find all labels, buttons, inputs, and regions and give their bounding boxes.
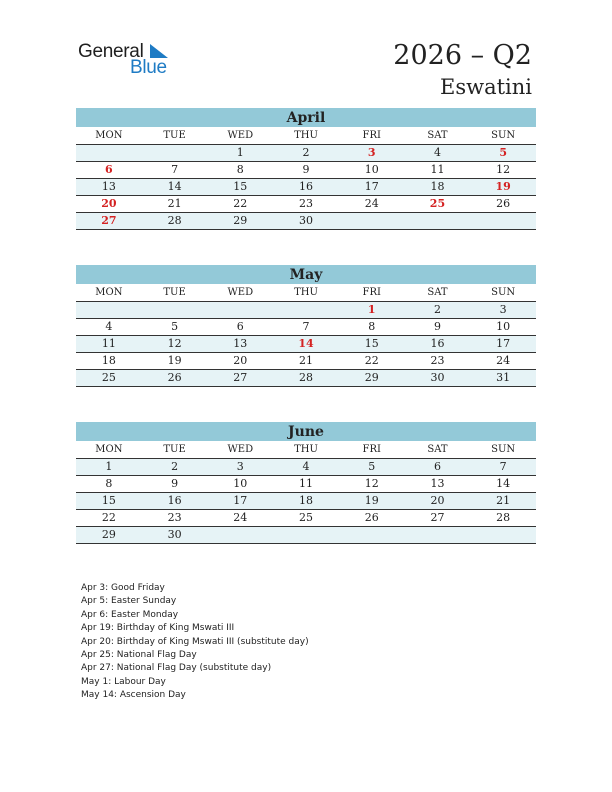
day-cell: 11 <box>430 163 445 176</box>
day-cell <box>142 145 208 161</box>
day-cell: 24 <box>364 197 379 210</box>
day-cell: 7 <box>171 163 179 176</box>
holiday-day-cell: 27 <box>101 214 117 227</box>
weekday-label: TUE <box>163 444 186 455</box>
day-cell: 7 <box>302 320 310 333</box>
day-cell: 23 <box>299 197 314 210</box>
day-cell: 20 <box>233 354 248 367</box>
day-cell: 2 <box>171 460 179 473</box>
day-cell: 12 <box>364 477 379 490</box>
week-row <box>76 459 536 476</box>
day-cell: 4 <box>105 320 113 333</box>
day-cell <box>339 527 405 543</box>
month-title: June <box>76 422 536 441</box>
day-cell: 18 <box>101 354 116 367</box>
weekday-label: SUN <box>491 130 516 141</box>
day-cell: 20 <box>430 494 445 507</box>
week-row <box>76 302 536 319</box>
day-cell: 12 <box>167 337 182 350</box>
holiday-day-cell: 19 <box>495 180 511 193</box>
day-cell: 8 <box>236 163 244 176</box>
day-cell: 14 <box>167 180 182 193</box>
holiday-day-cell: 25 <box>429 197 446 210</box>
weekday-label: SAT <box>427 287 448 298</box>
day-cell <box>273 302 339 318</box>
holiday-day-cell: 3 <box>367 146 376 159</box>
day-cell: 9 <box>171 477 179 490</box>
holiday-entry: Apr 6: Easter Monday <box>81 609 179 620</box>
day-cell <box>405 213 471 229</box>
day-cell: 9 <box>302 163 310 176</box>
day-cell: 3 <box>499 303 507 316</box>
day-cell: 16 <box>167 494 182 507</box>
week-row <box>76 319 536 336</box>
week-row <box>76 145 536 162</box>
week-row <box>76 493 536 510</box>
weekday-header-row <box>76 441 536 459</box>
day-cell: 12 <box>496 163 511 176</box>
day-cell: 13 <box>101 180 116 193</box>
day-cell: 15 <box>364 337 379 350</box>
weekday-label: WED <box>227 130 254 141</box>
weekday-label: TUE <box>163 130 186 141</box>
day-cell: 28 <box>299 371 314 384</box>
day-cell: 16 <box>430 337 445 350</box>
day-cell: 15 <box>101 494 116 507</box>
week-row <box>76 527 536 544</box>
day-cell: 23 <box>167 511 182 524</box>
day-cell: 1 <box>236 146 244 159</box>
weekday-label: THU <box>294 444 318 455</box>
holiday-list <box>81 582 309 703</box>
day-cell: 24 <box>496 354 511 367</box>
day-cell: 29 <box>233 214 248 227</box>
weekday-label: THU <box>294 287 318 298</box>
day-cell: 26 <box>364 511 379 524</box>
day-cell: 22 <box>233 197 248 210</box>
holiday-day-cell: 14 <box>298 337 314 350</box>
day-cell: 27 <box>233 371 248 384</box>
holiday-day-cell: 20 <box>101 197 117 210</box>
generalblue-logo <box>78 40 178 80</box>
weekday-header-row <box>76 284 536 302</box>
day-cell: 24 <box>233 511 248 524</box>
weekday-label: SUN <box>491 287 516 298</box>
day-cell: 30 <box>167 528 182 541</box>
day-cell: 4 <box>433 146 441 159</box>
holiday-day-cell: 5 <box>499 146 507 159</box>
day-cell: 7 <box>499 460 507 473</box>
week-row <box>76 336 536 353</box>
day-cell: 29 <box>101 528 116 541</box>
weekday-label: WED <box>227 287 254 298</box>
weekday-header-row <box>76 127 536 145</box>
weekday-label: MON <box>95 130 123 141</box>
weekday-label: FRI <box>362 130 381 141</box>
day-cell <box>470 527 536 543</box>
day-cell: 23 <box>430 354 445 367</box>
weekday-label: TUE <box>163 287 186 298</box>
day-cell <box>339 213 405 229</box>
day-cell: 14 <box>496 477 511 490</box>
day-cell: 17 <box>233 494 248 507</box>
day-cell: 15 <box>233 180 248 193</box>
week-row <box>76 510 536 527</box>
holiday-entry: May 1: Labour Day <box>81 676 166 687</box>
day-cell: 18 <box>299 494 314 507</box>
day-cell <box>273 527 339 543</box>
logo-word-general: General <box>78 41 144 62</box>
weekday-label: MON <box>95 287 123 298</box>
weekday-label: FRI <box>362 287 381 298</box>
day-cell: 16 <box>299 180 314 193</box>
week-row <box>76 196 536 213</box>
holiday-entry: Apr 27: National Flag Day (substitute day) <box>81 663 272 674</box>
page-title: 2026 – Q2 <box>393 40 532 71</box>
day-cell <box>405 527 471 543</box>
day-cell: 25 <box>299 511 314 524</box>
weekday-label: FRI <box>362 444 381 455</box>
day-cell: 11 <box>101 337 116 350</box>
day-cell: 4 <box>302 460 310 473</box>
weekday-label: SAT <box>427 130 448 141</box>
day-cell: 17 <box>496 337 511 350</box>
logo-word-blue: Blue <box>130 57 167 78</box>
day-cell: 11 <box>299 477 314 490</box>
month-title: April <box>76 108 536 127</box>
month-title: May <box>76 265 536 284</box>
holiday-day-cell: 6 <box>105 163 113 176</box>
day-cell: 30 <box>299 214 314 227</box>
holiday-entry: May 14: Ascension Day <box>81 690 186 701</box>
day-cell <box>76 145 142 161</box>
month-calendar-april <box>76 108 536 230</box>
day-cell: 13 <box>430 477 445 490</box>
day-cell: 28 <box>496 511 511 524</box>
day-cell: 10 <box>364 163 379 176</box>
day-cell: 26 <box>496 197 511 210</box>
day-cell: 1 <box>105 460 113 473</box>
day-cell: 8 <box>368 320 376 333</box>
holiday-entry: Apr 3: Good Friday <box>81 583 165 593</box>
day-cell <box>76 302 142 318</box>
day-cell: 18 <box>430 180 445 193</box>
day-cell: 3 <box>236 460 244 473</box>
holiday-entry: Apr 20: Birthday of King Mswati III (substitute day) <box>81 636 309 647</box>
day-cell: 5 <box>171 320 179 333</box>
day-cell: 21 <box>496 494 511 507</box>
day-cell: 29 <box>364 371 379 384</box>
day-cell: 21 <box>167 197 182 210</box>
day-cell: 10 <box>233 477 248 490</box>
week-row <box>76 476 536 493</box>
country-name: Eswatini <box>440 75 532 99</box>
day-cell: 6 <box>236 320 244 333</box>
weekday-label: THU <box>294 130 318 141</box>
day-cell: 10 <box>496 320 511 333</box>
month-calendar-may <box>76 265 536 387</box>
day-cell: 8 <box>105 477 113 490</box>
weekday-label: WED <box>227 444 254 455</box>
holiday-entry: Apr 19: Birthday of King Mswati III <box>81 623 235 634</box>
week-row <box>76 162 536 179</box>
day-cell: 2 <box>433 303 441 316</box>
day-cell: 25 <box>101 371 116 384</box>
day-cell: 26 <box>167 371 182 384</box>
day-cell <box>470 213 536 229</box>
weekday-label: SUN <box>491 444 516 455</box>
holiday-entry: Apr 25: National Flag Day <box>81 650 197 661</box>
week-row <box>76 213 536 230</box>
day-cell <box>207 302 273 318</box>
day-cell: 19 <box>364 494 379 507</box>
holiday-entry: Apr 5: Easter Sunday <box>81 596 177 607</box>
day-cell: 27 <box>430 511 445 524</box>
day-cell <box>142 302 208 318</box>
week-row <box>76 179 536 196</box>
week-row <box>76 353 536 370</box>
day-cell: 2 <box>302 146 310 159</box>
day-cell: 31 <box>496 371 511 384</box>
weekday-label: MON <box>95 444 123 455</box>
day-cell: 28 <box>167 214 182 227</box>
day-cell: 17 <box>364 180 379 193</box>
logo-triangle-icon <box>148 44 168 58</box>
month-calendar-june <box>76 422 536 544</box>
day-cell: 22 <box>101 511 116 524</box>
weekday-label: SAT <box>427 444 448 455</box>
day-cell: 5 <box>368 460 376 473</box>
day-cell: 21 <box>299 354 314 367</box>
day-cell <box>207 527 273 543</box>
week-row <box>76 370 536 387</box>
day-cell: 13 <box>233 337 248 350</box>
holiday-day-cell: 1 <box>367 303 376 316</box>
day-cell: 22 <box>364 354 379 367</box>
day-cell: 6 <box>433 460 441 473</box>
day-cell: 19 <box>167 354 182 367</box>
day-cell: 9 <box>433 320 441 333</box>
day-cell: 30 <box>430 371 445 384</box>
